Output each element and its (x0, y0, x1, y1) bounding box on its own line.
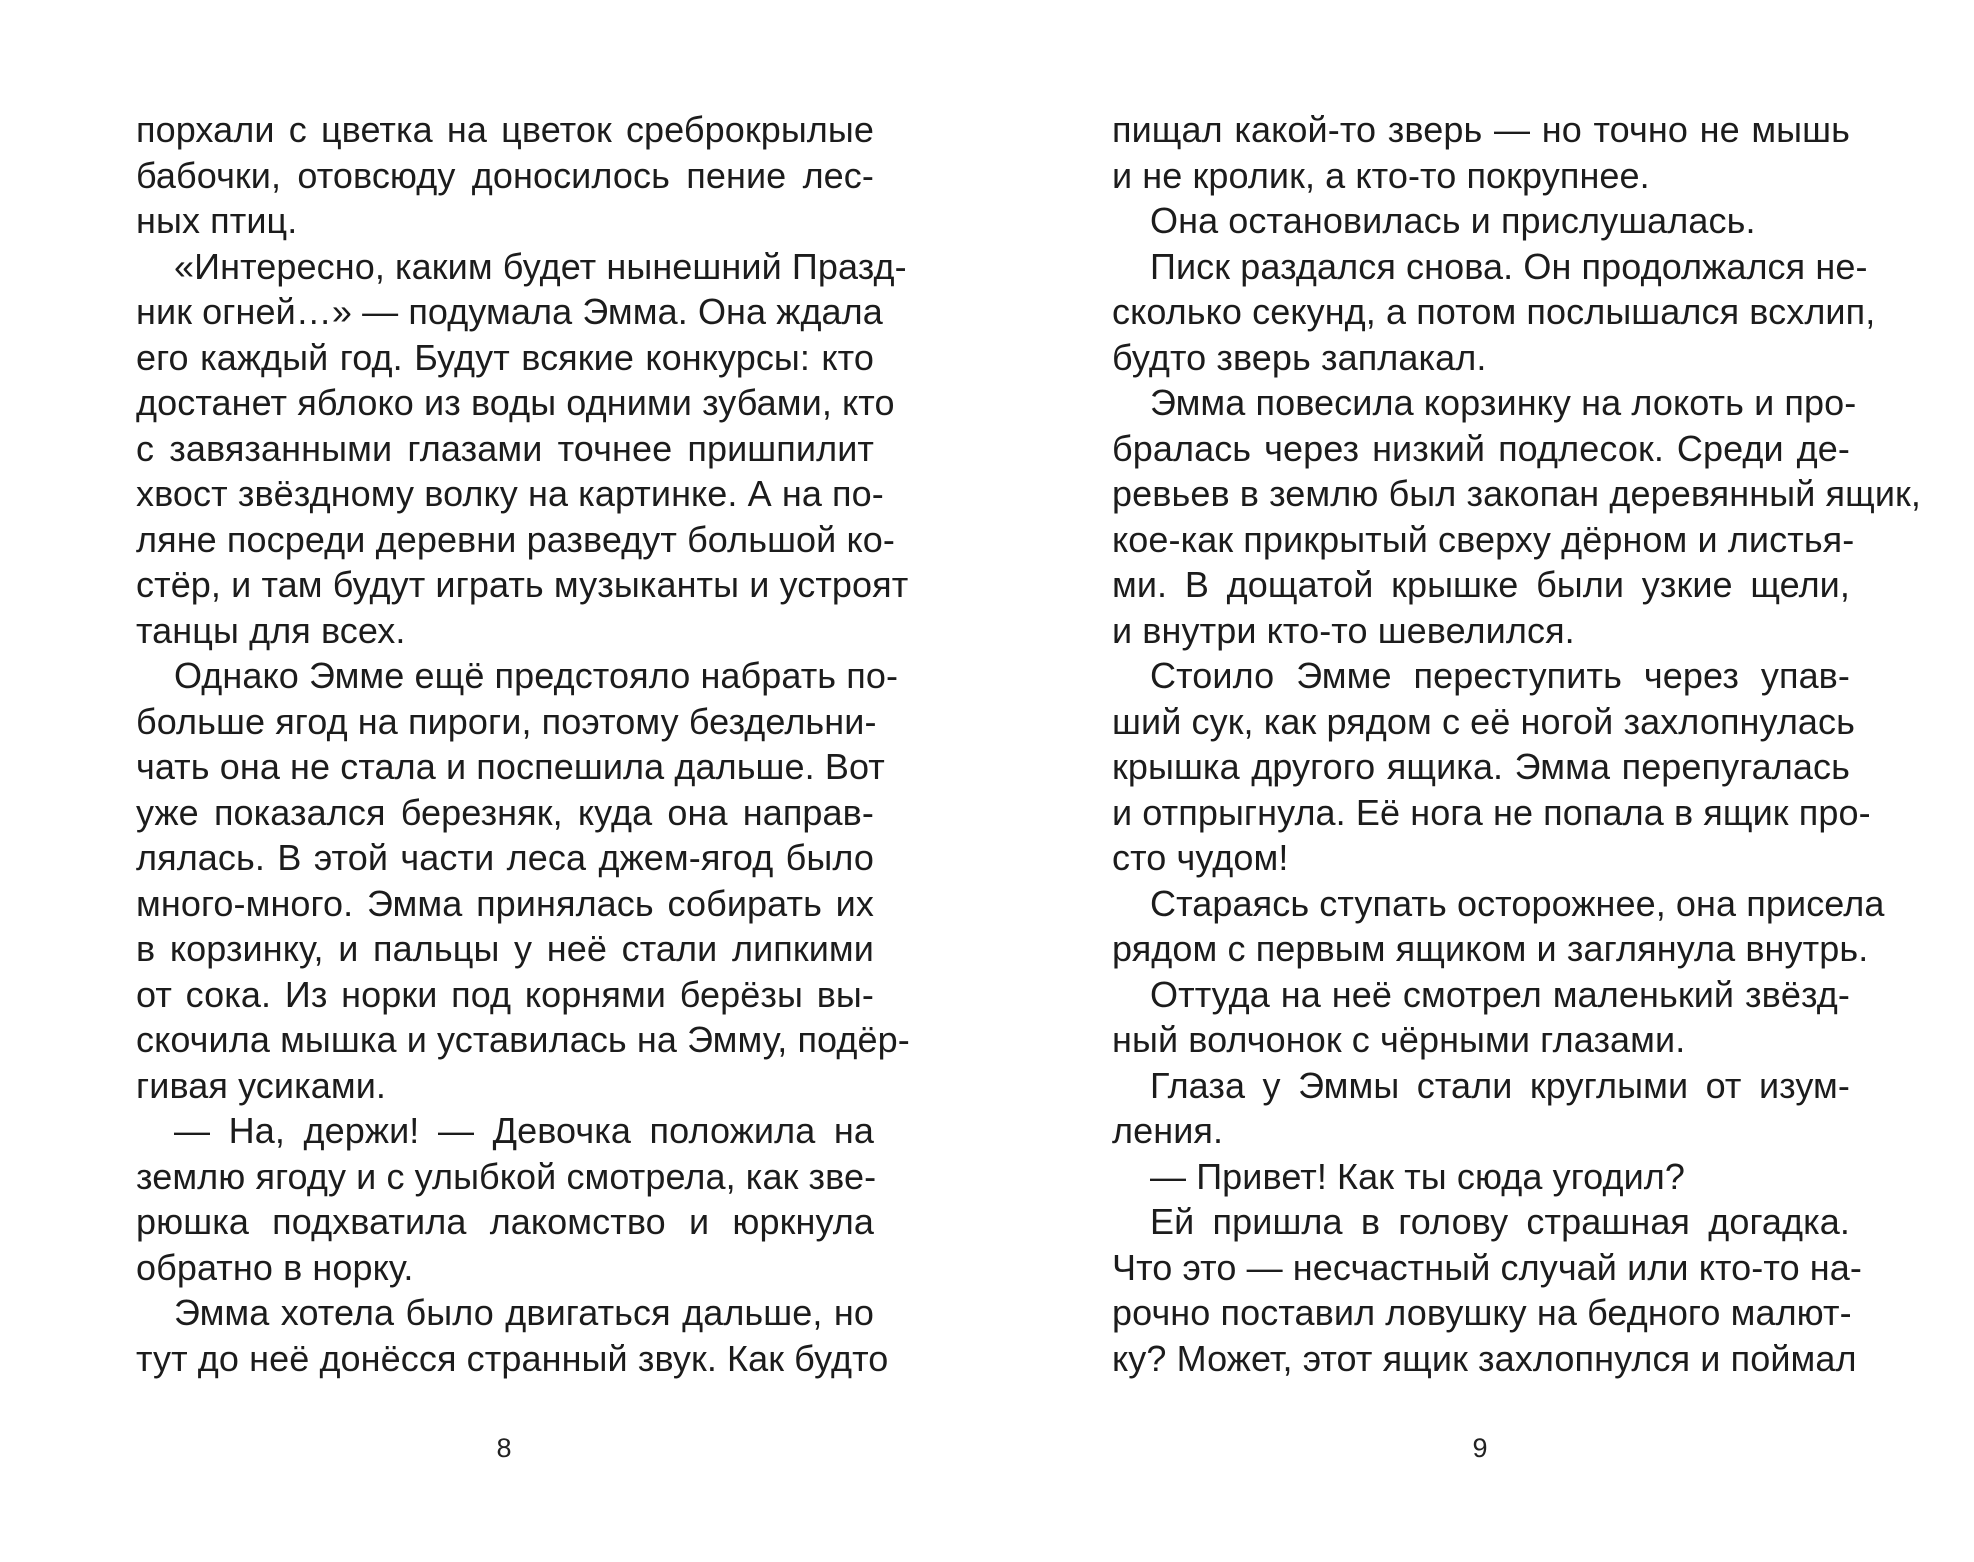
text-line: будто зверь заплакал. (1112, 336, 1487, 378)
text-line: ми. В дощатой крышке были узкие щели, (1112, 564, 1850, 605)
page-number-left: 8 (496, 1433, 512, 1463)
text-line: от сока. Из норки под корнями берёзы вы- (136, 973, 874, 1015)
text-line: Писк раздался снова. Он продолжался не- (1150, 245, 1868, 287)
text-line: Эмма хотела было двигаться дальше, но (174, 1292, 874, 1333)
page-number-right: 9 (1472, 1433, 1488, 1463)
text-line: обратно в норку. (136, 1246, 414, 1288)
text-line: «Интересно, каким будет нынешний Празд- (174, 245, 907, 287)
text-line: в корзинку, и пальцы у неё стали липкими (136, 928, 874, 969)
text-line: и внутри кто-то шевелился. (1112, 609, 1575, 651)
text-line: его каждый год. Будут всякие конкурсы: кто (136, 336, 874, 378)
text-line: чать она не стала и поспешила дальше. Вот (136, 746, 885, 787)
text-line: сто чудом! (1112, 837, 1289, 878)
text-line: больше ягод на пироги, поэтому бездельни- (136, 700, 877, 742)
left-page-text (136, 107, 910, 1381)
text-line: Она остановилась и прислушалась. (1150, 200, 1756, 241)
text-line: с завязанными глазами точнее пришпилит (136, 427, 874, 469)
text-line: крышка другого ящика. Эмма перепугалась (1112, 746, 1850, 787)
text-line: Стараясь ступать осторожнее, она присела (1150, 882, 1885, 924)
text-line: ляне посреди деревни разведут большой ко- (136, 518, 895, 560)
text-line: Ей пришла в голову страшная догадка. (1150, 1201, 1850, 1242)
text-line: лялась. В этой части леса джем-ягод было (136, 837, 874, 878)
text-line: пищал какой-то зверь — но точно не мышь (1112, 109, 1850, 150)
text-line: скочила мышка и уставилась на Эмму, подёр- (136, 1019, 910, 1060)
text-line: землю ягоду и с улыбкой смотрела, как зве- (136, 1155, 877, 1197)
text-line: ший сук, как рядом с её ногой захлопнулась (1112, 700, 1856, 742)
text-line: Глаза у Эммы стали круглыми от изум- (1150, 1064, 1850, 1106)
text-line: рочно поставил ловушку на бедного малют- (1112, 1292, 1852, 1333)
text-line: Эмма повесила корзинку на локоть и про- (1150, 382, 1857, 423)
text-line: ления. (1112, 1110, 1224, 1151)
text-line: ник огней…» — подумала Эмма. Она ждала (136, 291, 883, 332)
text-line: ный волчонок с чёрными глазами. (1112, 1019, 1686, 1060)
text-line: тут до неё донёсся странный звук. Как будто (136, 1337, 889, 1379)
text-line: Стоило Эмме переступить через упав- (1150, 655, 1850, 696)
text-line: гивая усиками. (136, 1064, 387, 1106)
text-line: порхали с цветка на цветок среброкрылые (136, 109, 874, 150)
text-line: ревьев в землю был закопан деревянный ящик, (1112, 473, 1921, 514)
right-page-text (1112, 107, 1921, 1381)
text-line: ных птиц. (136, 200, 298, 241)
text-line: Что это — несчастный случай или кто-то на- (1112, 1246, 1862, 1288)
text-line: бабочки, отовсюду доносилось пение лес- (136, 154, 874, 196)
text-line: танцы для всех. (136, 609, 406, 651)
text-line: сколько секунд, а потом послышался всхлип, (1112, 291, 1876, 332)
text-line: Оттуда на неё смотрел маленький звёзд- (1150, 973, 1850, 1015)
text-line: и отпрыгнула. Её нога не попала в ящик про- (1112, 791, 1871, 833)
text-line: кое-как прикрытый сверху дёрном и листья- (1112, 518, 1855, 560)
text-line: стёр, и там будут играть музыканты и устроят (136, 564, 909, 605)
text-line: и не кролик, а кто-то покрупнее. (1112, 154, 1650, 196)
text-line: бралась через низкий подлесок. Среди де- (1112, 427, 1850, 469)
text-line: рядом с первым ящиком и заглянула внутрь. (1112, 928, 1869, 969)
text-line: Однако Эмме ещё предстояло набрать по- (174, 655, 899, 696)
text-line: ку? Может, этот ящик захлопнулся и поймал (1112, 1337, 1857, 1379)
text-line: рюшка подхватила лакомство и юркнула (136, 1201, 874, 1242)
text-line: — Привет! Как ты сюда угодил? (1150, 1155, 1686, 1197)
text-line: — На, держи! — Девочка положила на (174, 1110, 874, 1151)
text-line: достанет яблоко из воды одними зубами, кто (136, 382, 895, 423)
text-line: хвост звёздному волку на картинке. А на по- (136, 473, 884, 514)
text-line: уже показался березняк, куда она направ- (136, 791, 874, 833)
text-line: много-много. Эмма принялась собирать их (136, 882, 874, 924)
